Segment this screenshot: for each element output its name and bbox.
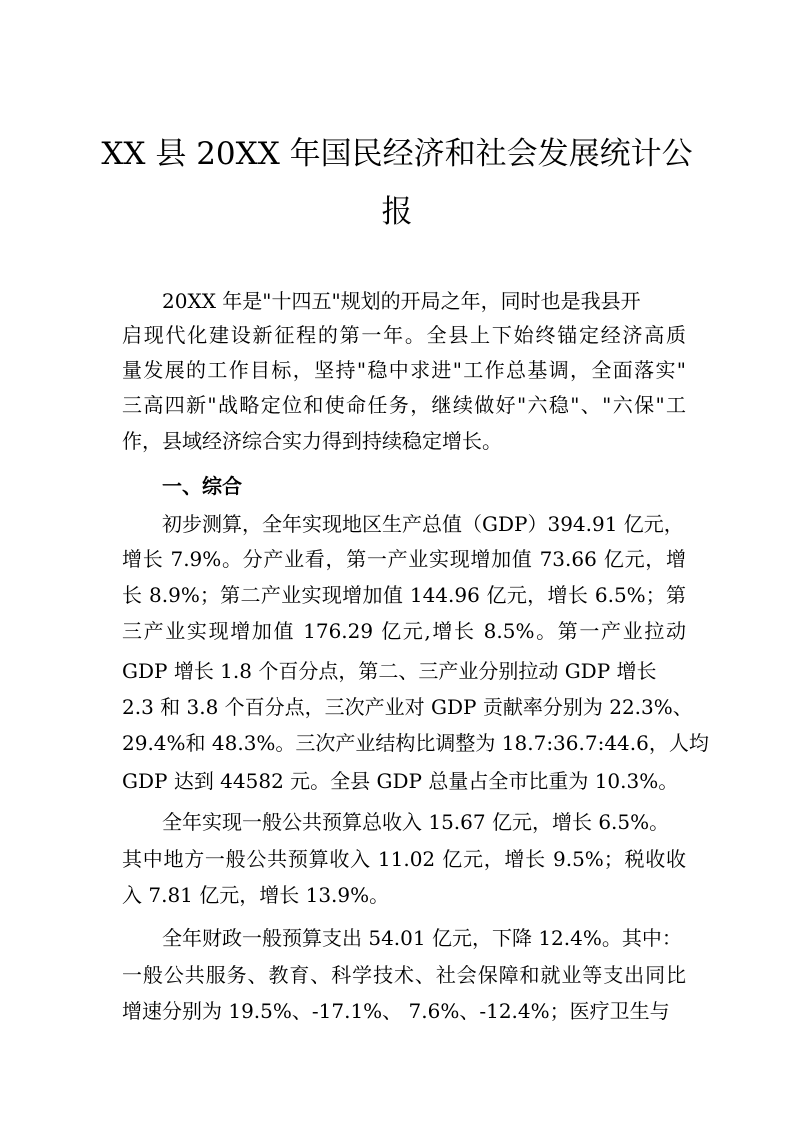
intro-line-5: 作，县域经济综合实力得到持续稳定增长。 bbox=[122, 429, 502, 453]
section-heading-comprehensive: 一、综合 bbox=[162, 474, 242, 498]
document-title-line-2: 报 bbox=[381, 194, 413, 230]
expenditure-paragraph-line-2: 一般公共服务、教育、科学技术、社会保障和就业等支出同比 bbox=[122, 963, 686, 987]
gdp-paragraph-line-3: 长 8.9%；第二产业实现增加值 144.96 亿元，增长 6.5%；第 bbox=[122, 583, 686, 607]
intro-line-3: 量发展的工作目标，坚持"稳中求进"工作总基调，全面落实" bbox=[122, 358, 686, 382]
gdp-paragraph-line-1: 初步测算，全年实现地区生产总值（GDP）394.91 亿元， bbox=[162, 512, 684, 536]
intro-line-2: 启现代化建设新征程的第一年。全县上下始终锚定经济高质 bbox=[122, 323, 686, 347]
revenue-paragraph-line-3: 入 7.81 亿元，增长 13.9%。 bbox=[122, 883, 390, 907]
expenditure-paragraph-line-1: 全年财政一般预算支出 54.01 亿元，下降 12.4%。其中： bbox=[162, 926, 682, 950]
revenue-paragraph-line-2: 其中地方一般公共预算收入 11.02 亿元，增长 9.5%；税收收 bbox=[122, 847, 686, 871]
gdp-paragraph-line-4: 三产业实现增加值 176.29 亿元,增长 8.5%。第一产业拉动 bbox=[122, 619, 686, 643]
gdp-paragraph-line-6: 2.3 和 3.8 个百分点，三次产业对 GDP 贡献率分别为 22.3%、 bbox=[122, 695, 693, 719]
gdp-paragraph-line-5: GDP 增长 1.8 个百分点，第二、三产业分别拉动 GDP 增长 bbox=[122, 659, 657, 683]
gdp-paragraph-line-7: 29.4%和 48.3%。三次产业结构比调整为 18.7:36.7:44.6，人均 bbox=[122, 731, 709, 755]
document-title-line-1: XX 县 20XX 年国民经济和社会发展统计公 bbox=[101, 136, 693, 172]
intro-line-4: 三高四新"战略定位和使命任务，继续做好"六稳"、"六保"工 bbox=[122, 393, 686, 417]
gdp-paragraph-line-2: 增长 7.9%。分产业看，第一产业实现增加值 73.66 亿元，增 bbox=[122, 547, 686, 571]
expenditure-paragraph-line-3: 增速分别为 19.5%、-17.1%、 7.6%、-12.4%；医疗卫生与 bbox=[122, 999, 670, 1023]
gdp-paragraph-line-8: GDP 达到 44582 元。全县 GDP 总量占全市比重为 10.3%。 bbox=[122, 769, 679, 793]
intro-line-1: 20XX 年是"十四五"规划的开局之年，同时也是我县开 bbox=[162, 289, 641, 313]
revenue-paragraph-line-1: 全年实现一般公共预算总收入 15.67 亿元，增长 6.5%。 bbox=[162, 810, 670, 834]
